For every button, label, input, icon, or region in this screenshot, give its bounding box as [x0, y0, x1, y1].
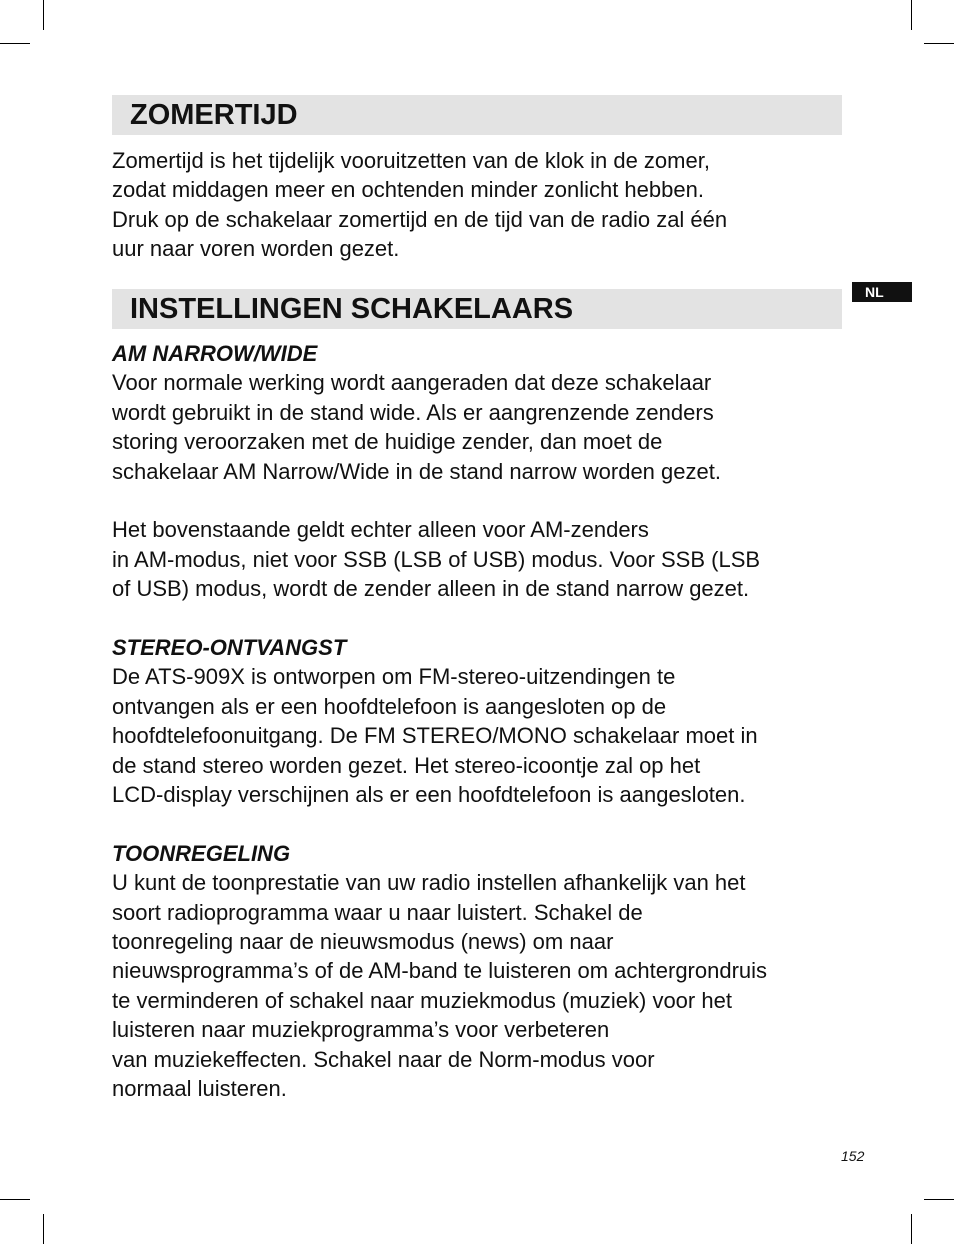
paragraph-line: toonregeling naar de nieuwsmodus (news) om naar	[112, 929, 614, 955]
paragraph-line: Zomertijd is het tijdelijk vooruitzetten van de klok in de zomer,	[112, 148, 710, 173]
crop-mark-top-right-h	[924, 43, 954, 44]
paragraph-line: Voor normale werking wordt aangeraden dat deze schakelaar	[112, 370, 712, 396]
crop-mark-bottom-left-v	[43, 1214, 44, 1244]
paragraph-line: storing veroorzaken met de huidige zender, dan moet de	[112, 429, 663, 455]
paragraph-line: LCD-display verschijnen als er een hoofdtelefoon is aangesloten.	[112, 782, 746, 808]
spacer	[112, 604, 852, 633]
page-number: 152	[841, 1148, 865, 1164]
paragraph-line: of USB) modus, wordt de zender alleen in de stand narrow gezet.	[112, 576, 750, 602]
crop-mark-top-left-v	[43, 0, 44, 30]
paragraph-line: wordt gebruikt in de stand wide. Als er aangrenzende zenders	[112, 399, 714, 425]
paragraph-line: hoofdtelefoonuitgang. De FM STEREO/MONO schakelaar moet in	[112, 723, 758, 749]
spacer	[112, 486, 852, 515]
paragraph-line: luisteren naar muziekprogramma’s voor verbeteren	[112, 1017, 610, 1043]
crop-mark-bottom-left-h	[0, 1199, 30, 1200]
subheading-stereo-ontvangst: STEREO-ONTVANGST	[112, 635, 347, 661]
language-tab-label: NL	[865, 284, 884, 300]
paragraph-line: U kunt de toonprestatie van uw radio instellen afhankelijk van het	[112, 870, 746, 896]
instellingen-body	[112, 339, 852, 1104]
paragraph-line: De ATS-909X is ontworpen om FM-stereo-uitzendingen te	[112, 664, 676, 690]
paragraph-line: soort radioprogramma waar u naar luistert. Schakel de	[112, 899, 643, 925]
paragraph-line: schakelaar AM Narrow/Wide in de stand narrow worden gezet.	[112, 458, 721, 484]
paragraph-line: Het bovenstaande geldt echter alleen voor AM-zenders	[112, 517, 649, 543]
paragraph-line: uur naar voren worden gezet.	[112, 236, 400, 262]
crop-mark-top-left-h	[0, 43, 30, 44]
paragraph-line: Druk op de schakelaar zomertijd en de tijd van de radio zal één	[112, 206, 728, 232]
zomertijd-body	[112, 146, 852, 264]
paragraph-line: van muziekeffecten. Schakel naar de Norm-modus voor	[112, 1046, 655, 1072]
paragraph-line: normaal luisteren.	[112, 1076, 287, 1102]
crop-mark-bottom-right-v	[911, 1214, 912, 1244]
spacer	[112, 809, 852, 838]
paragraph-line: zodat middagen meer en ochtenden minder zonlicht hebben.	[112, 177, 704, 203]
subheading-toonregeling: TOONREGELING	[112, 840, 291, 866]
paragraph-line: de stand stereo worden gezet. Het stereo-icoontje zal op het	[112, 752, 701, 778]
section-title: INSTELLINGEN SCHAKELAARS	[130, 293, 574, 325]
crop-mark-bottom-right-h	[924, 1199, 954, 1200]
crop-mark-top-right-v	[911, 0, 912, 30]
paragraph-line: nieuwsprogramma’s of de AM-band te luisteren om achtergrondruis	[112, 958, 768, 984]
paragraph-line: ontvangen als er een hoofdtelefoon is aangesloten op de	[112, 693, 667, 719]
section-title: ZOMERTIJD	[130, 99, 298, 131]
language-tab	[852, 282, 912, 302]
section-header-zomertijd	[112, 95, 842, 135]
paragraph-line: in AM-modus, niet voor SSB (LSB of USB) modus. Voor SSB (LSB	[112, 546, 761, 572]
subheading-am-narrow-wide: AM NARROW/WIDE	[112, 341, 318, 366]
section-header-instellingen	[112, 289, 842, 329]
paragraph-line: te verminderen of schakel naar muziekmodus (muziek) voor het	[112, 987, 732, 1013]
